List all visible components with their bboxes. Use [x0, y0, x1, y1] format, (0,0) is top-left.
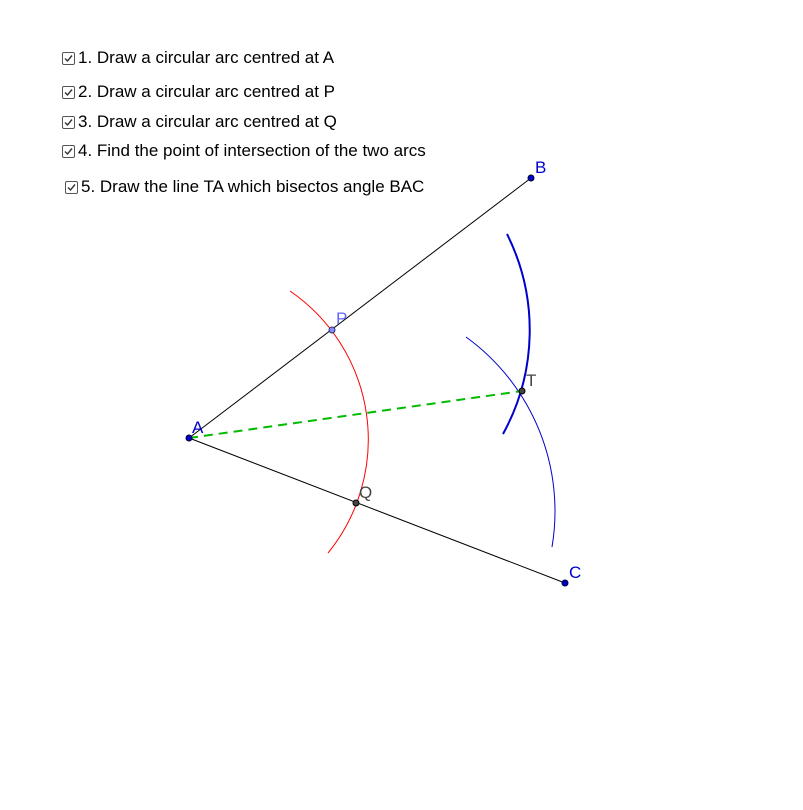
point-B[interactable] [528, 175, 534, 181]
label-A: A [192, 418, 204, 437]
label-T: T [526, 371, 537, 390]
point-C[interactable] [562, 580, 568, 586]
label-P: P [336, 309, 348, 328]
step-1-label: 1. Draw a circular arc centred at A [78, 48, 335, 67]
arc-centred-at-Q[interactable] [466, 337, 555, 547]
step-5-label: 5. Draw the line TA which bisectos angle BAC [81, 177, 425, 196]
arc-centred-at-P[interactable] [503, 234, 530, 434]
ray-AB[interactable] [189, 178, 531, 438]
step-2-label: 2. Draw a circular arc centred at P [78, 82, 335, 101]
ray-AC[interactable] [189, 438, 565, 583]
point-T[interactable] [519, 388, 525, 394]
step-4-label: 4. Find the point of intersection of the two arcs [78, 141, 426, 160]
label-B: B [535, 158, 547, 177]
label-C: C [569, 563, 582, 582]
bisector-TA[interactable] [189, 391, 522, 438]
label-Q: Q [359, 483, 373, 502]
step-3-label: 3. Draw a circular arc centred at Q [78, 112, 337, 131]
point-P[interactable] [329, 327, 335, 333]
